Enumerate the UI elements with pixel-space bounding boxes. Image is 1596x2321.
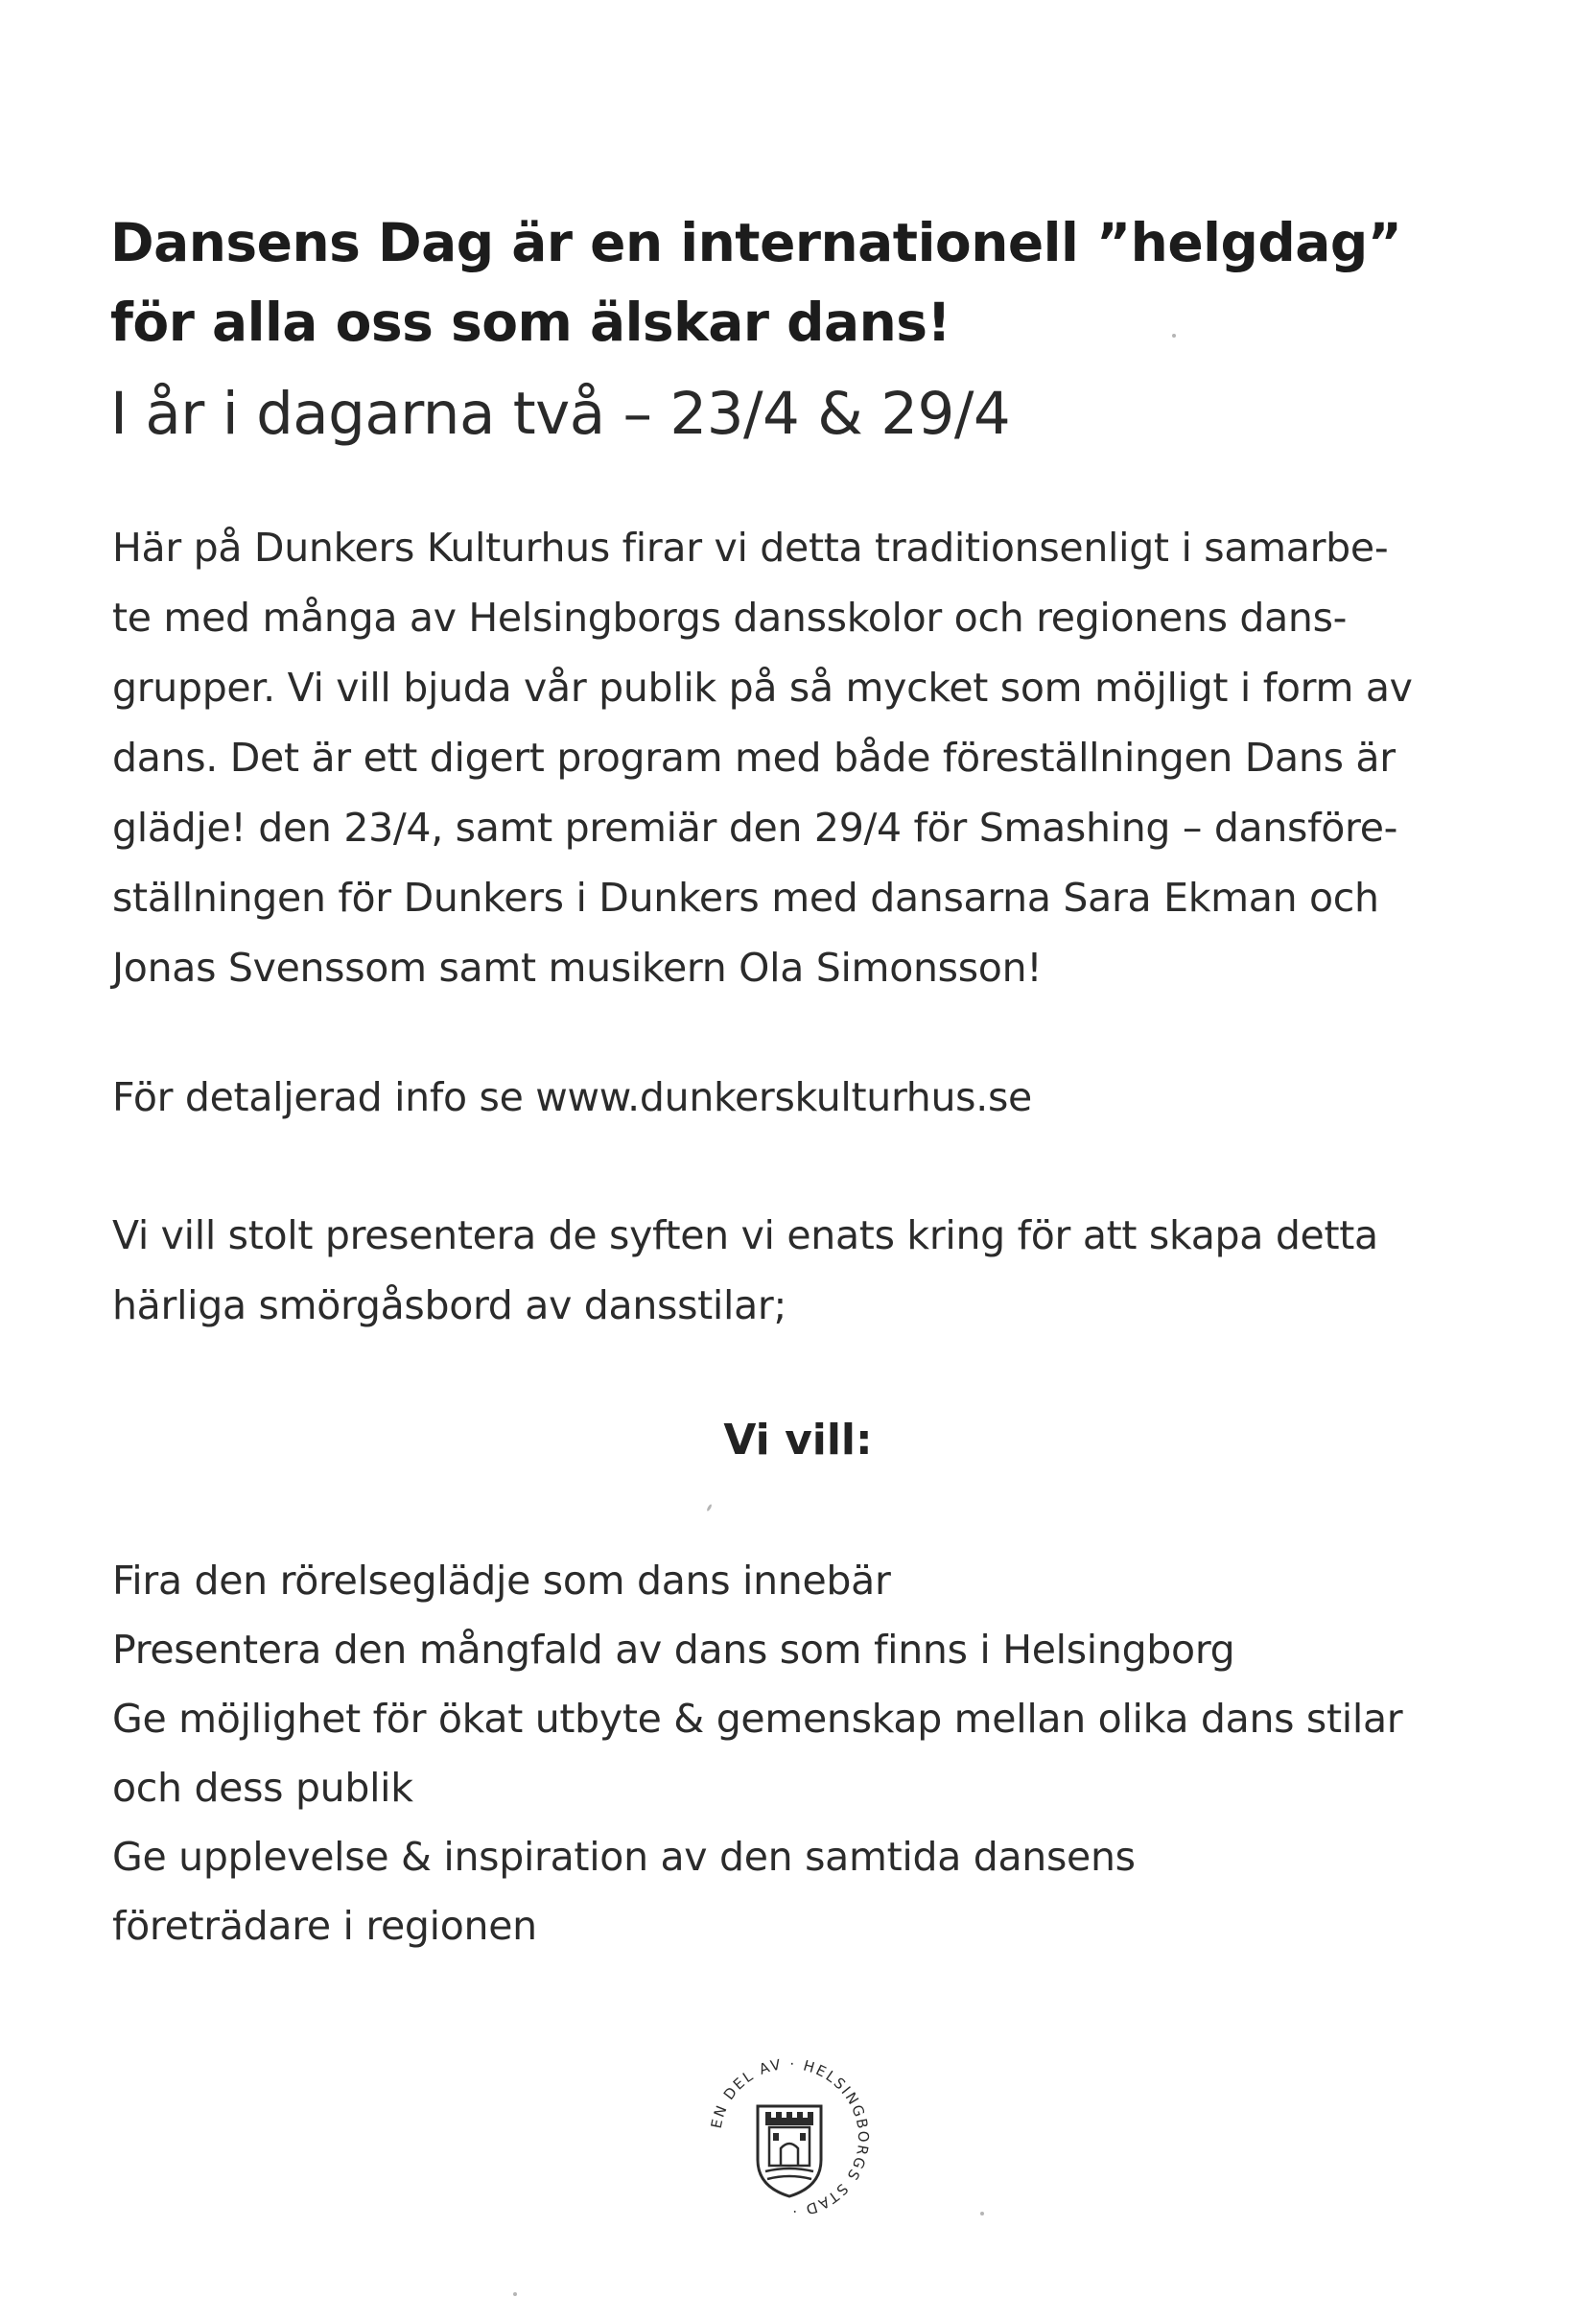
scan-speck xyxy=(513,2292,517,2296)
intro-line: dans. Det är ett digert program med både föreställningen Dans är xyxy=(112,735,1396,781)
scan-speck xyxy=(980,2212,984,2216)
goal-item: Presentera den mångfald av dans som finns i Helsingborg xyxy=(112,1627,1235,1673)
scan-speck xyxy=(1172,334,1176,338)
headline-line-1: Dansens Dag är en internationell ”helgdag” xyxy=(110,212,1402,273)
goal-item: Ge upplevelse & inspiration av den samtida dansens xyxy=(112,1834,1136,1880)
goals-heading: Vi vill: xyxy=(723,1416,873,1465)
intro-line: Här på Dunkers Kulturhus firar vi detta traditionsenligt i samarbe- xyxy=(112,525,1389,571)
present-line: Vi vill stolt presentera de syften vi enats kring för att skapa detta xyxy=(112,1212,1378,1258)
intro-line: te med många av Helsingborgs dansskolor och regionens dans- xyxy=(112,595,1348,641)
headline xyxy=(110,203,1501,363)
present-paragraph xyxy=(112,1201,1522,1341)
headline-line-2: för alla oss som älskar dans! xyxy=(110,292,951,353)
intro-line: glädje! den 23/4, samt premiär den 29/4 för Smashing – dansföre- xyxy=(112,805,1398,851)
seal-ring-text: EN DEL AV · HELSINGBORGS STAD · xyxy=(707,2054,873,2221)
helsingborg-seal-logo xyxy=(698,2047,880,2229)
subheadline: I år i dagarna två – 23/4 & 29/4 xyxy=(110,380,1011,448)
intro-line: Jonas Svenssom samt musikern Ola Simonsson! xyxy=(112,945,1043,991)
present-line: härliga smörgåsbord av dansstilar; xyxy=(112,1282,786,1328)
intro-line: ställningen för Dunkers i Dunkers med dansarna Sara Ekman och xyxy=(112,875,1379,921)
goal-item: och dess publik xyxy=(112,1765,413,1811)
goal-item: Fira den rörelseglädje som dans innebär xyxy=(112,1558,891,1604)
intro-line: grupper. Vi vill bjuda vår publik på så mycket som möjligt i form av xyxy=(112,665,1413,711)
goals-list xyxy=(112,1546,1522,1960)
info-line: För detaljerad info se www.dunkerskulturhus.se xyxy=(112,1074,1032,1120)
scan-speck xyxy=(706,1504,713,1512)
goal-item: Ge möjlighet för ökat utbyte & gemenskap mellan olika dans stilar xyxy=(112,1696,1403,1742)
intro-paragraph xyxy=(112,513,1522,1003)
castle-crest-icon xyxy=(698,2047,880,2229)
goal-item: företrädare i regionen xyxy=(112,1903,537,1949)
